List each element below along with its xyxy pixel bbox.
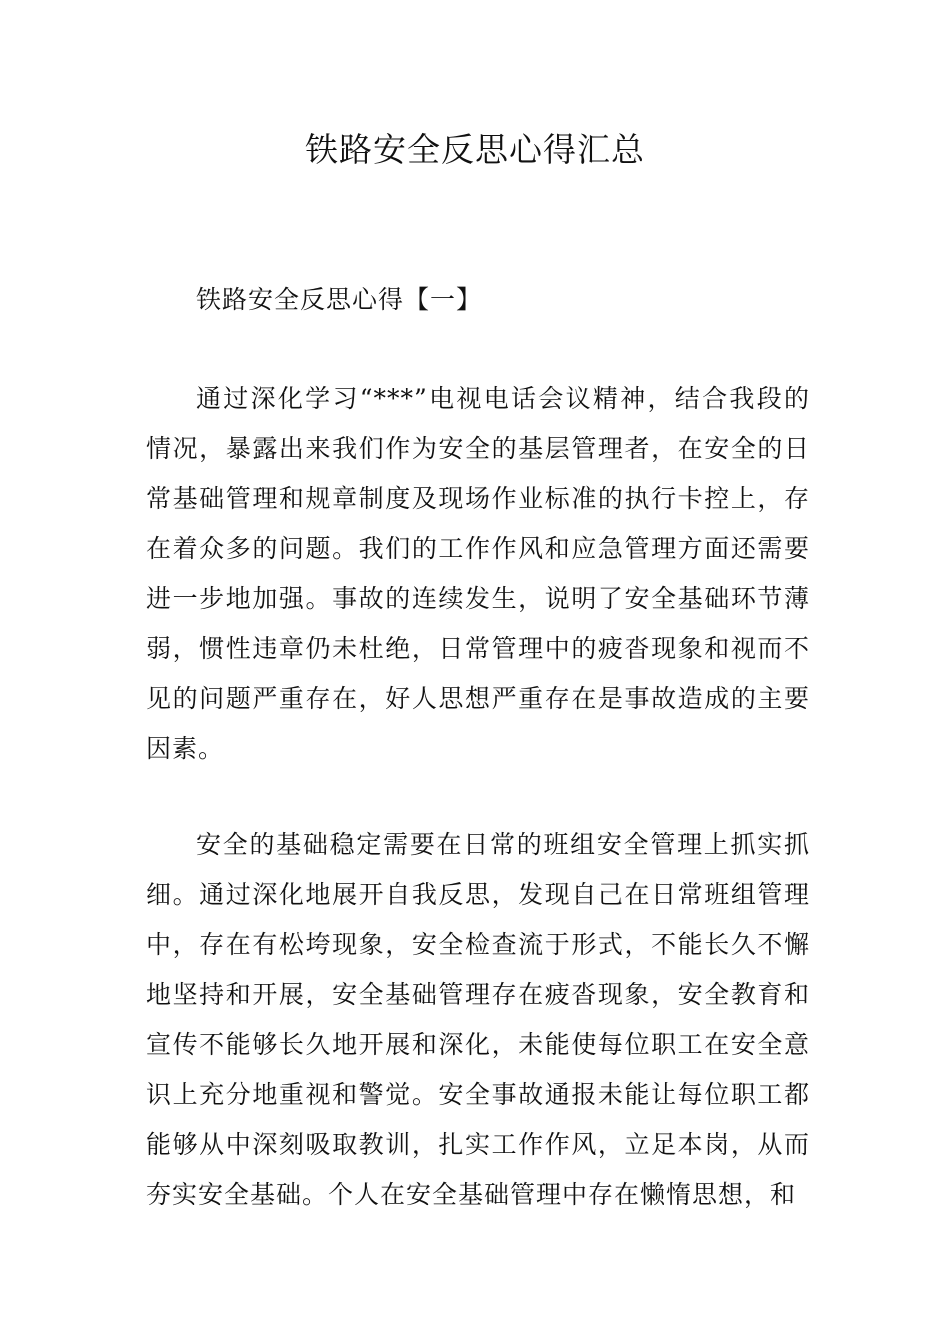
section-heading: 铁路安全反思心得【一】 <box>196 285 483 314</box>
document-title: 铁路安全反思心得汇总 <box>305 130 645 169</box>
paragraph-2: 安全的基础稳定需要在日常的班组安全管理上抓实抓细。通过深化地展开自我反思，发现自己在日常班组管理中，存在有松垮现象，安全检查流于形式，不能长久不懈地坚持和开展，安全基础管理存在疲沓现象，安全教育和宣传不能够长久地开展和深化，未能使每位职工在安全意识上充分地重视和警觉。安全事故通报未能让每位职工都能够从中深刻吸取教训，扎实工作作风，立足本岗，从而夯实安全基础。个人在安全基础管理中存在懒惰思想，和 <box>146 830 810 1209</box>
paragraph-1: 通过深化学习“***”电视电话会议精神，结合我段的情况，暴露出来我们作为安全的基层管理者，在安全的日常基础管理和规章制度及现场作业标准的执行卡控上，存在着众多的问题。我们的工作作风和应急管理方面还需要进一步地加强。事故的连续发生，说明了安全基础环节薄弱，惯性违章仍未杜绝，日常管理中的疲沓现象和视而不见的问题严重存在，好人思想严重存在是事故造成的主要因素。 <box>146 384 810 763</box>
